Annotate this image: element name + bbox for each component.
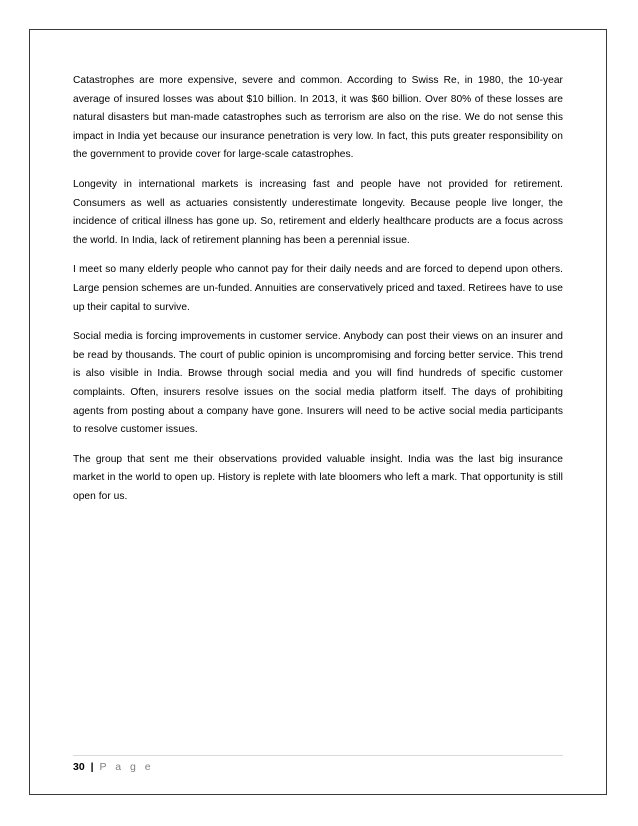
page-number: 30	[73, 761, 85, 773]
page-separator: |	[90, 761, 94, 773]
footer-page-indicator	[73, 760, 154, 774]
paragraph-conclusion: The group that sent me their observations provided valuable insight. India was the last big insurance market in the world to open up. History is replete with late bloomers who left a mark. That opportunity is still open for us.	[73, 453, 563, 502]
page-footer	[73, 755, 563, 775]
paragraph-catastrophes: Catastrophes are more expensive, severe and common. According to Swiss Re, in 1980, the 10-year average of insured losses was about $10 billion. In 2013, it was $60 billion. Over 80% of these losses are natural disasters but man-made catastrophes such as terrorism are also on the rise. We do not sense this impact in India yet because our insurance penetration is very low. In fact, this puts greater responsibility on the government to provide cover for large-scale catastrophes.	[73, 75, 563, 161]
document-body	[73, 72, 563, 517]
paragraph-elderly: I meet so many elderly people who cannot pay for their daily needs and are forced to depend upon others. Large pension schemes are un-funded. Annuities are conservatively priced and taxed. Retirees have to use up their capital to survive.	[73, 264, 563, 313]
paragraph-longevity: Longevity in international markets is increasing fast and people have not provided for retirement. Consumers as well as actuaries consistently underestimate longevity. Because people live longer, the incidence of critical illness has gone up. So, retirement and elderly healthcare products are a focus across the world. In India, lack of retirement planning has been a perennial issue.	[73, 178, 563, 246]
page-label: P a g e	[99, 761, 154, 773]
paragraph-social-media: Social media is forcing improvements in customer service. Anybody can post their views on an insurer and be read by thousands. The court of public opinion is uncompromising and forcing better service. This trend is also visible in India. Browse through social media and you will find hundreds of specific customer complaints. Often, insurers resolve issues on the social media platform itself. The days of prohibiting agents from posting about a company have gone. Insurers will need to be active social media participants to resolve customer issues.	[73, 331, 563, 436]
footer-divider	[73, 755, 563, 756]
